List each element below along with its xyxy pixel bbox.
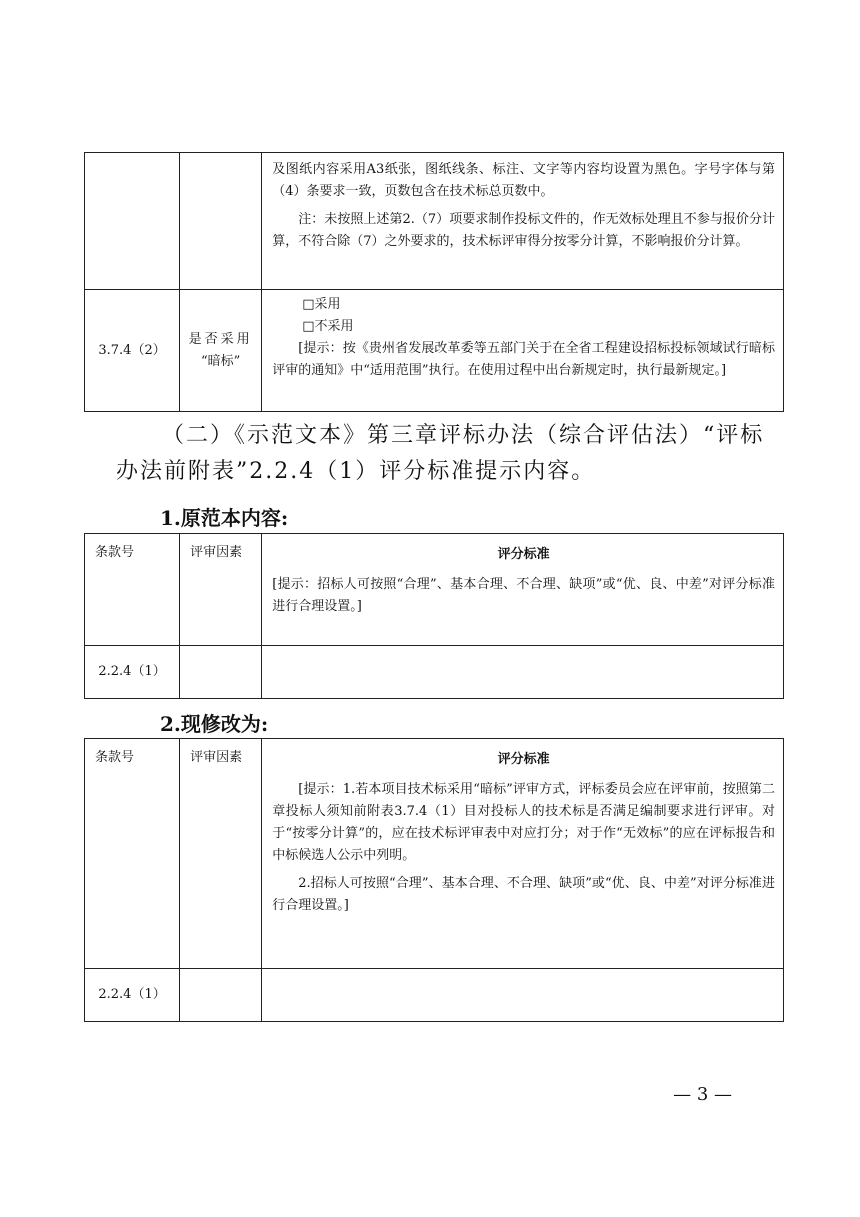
table-header-row <box>85 739 784 969</box>
clause-cell <box>85 290 180 412</box>
requirement-text: 及图纸内容采用A3纸张，图纸线条、标注、文字等内容均设置为黑色。字号字体与第（4）条要求一致，页数包含在技术标总页数中。 <box>272 162 775 199</box>
option-adopt: □采用 <box>302 297 341 312</box>
clause-header: 条款号 <box>85 739 180 969</box>
section-heading: （二）《示范文本》第三章评标办法（综合评估法）“评标办法前附表”2.2.4（1）评分标准提示内容。 <box>116 423 765 484</box>
hint-text: [提示：按《贵州省发展改革委等五部门关于在全省工程建设招标投标领域试行暗标评审的通知》中“适用范围”执行。在使用过程中出台新规定时，执行最新规定。] <box>272 341 775 378</box>
page-number: — 3 — <box>673 1084 732 1105</box>
standard-cell <box>262 969 784 1022</box>
hint-text-1: [提示：1.若本项目技术标采用“暗标”评审方式，评标委员会应在评审前，按照第二章投标人须知前附表3.7.4（1）目对投标人的技术标是否满足编制要求进行评审。对于“按零分计算”的，应在技术标评审表中对应打分；对于作“无效标”的应在评标报告和中标候选人公示中列明。 <box>272 782 775 863</box>
clause-header: 条款号 <box>85 534 180 646</box>
table-row <box>85 153 784 290</box>
table-row <box>85 646 784 699</box>
factor-line: 是否采用 <box>188 331 253 347</box>
standard-cell <box>262 153 784 290</box>
table-continuation <box>84 152 784 412</box>
subheading-original: 1.原范本内容: <box>160 506 289 530</box>
option-not-adopt: □不采用 <box>302 319 354 334</box>
standard-title: 评分标准 <box>497 752 550 767</box>
table-row <box>85 969 784 1022</box>
standard-title: 评分标准 <box>497 547 550 562</box>
hint-text: [提示：招标人可按照“合理”、基本合理、不合理、缺项”或“优、良、中差”对评分标准进行合理设置。] <box>272 577 775 614</box>
standard-header <box>262 739 784 969</box>
factor-cell <box>180 290 262 412</box>
subheading-revised: 2.现修改为: <box>160 712 269 736</box>
table-row <box>85 290 784 412</box>
factor-header: 评审因素 <box>180 739 262 969</box>
standard-cell <box>262 646 784 699</box>
standard-cell <box>262 290 784 412</box>
table-header-row <box>85 534 784 646</box>
clause-cell <box>85 153 180 290</box>
clause-cell: 2.2.4（1） <box>85 969 180 1022</box>
standard-header <box>262 534 784 646</box>
note-text: 注：未按照上述第2.（7）项要求制作投标文件的，作无效标处理且不参与报价分计算，不符合除（7）之外要求的，技术标评审得分按零分计算，不影响报价分计算。 <box>272 212 775 249</box>
table-revised <box>84 738 784 1022</box>
factor-cell <box>180 646 262 699</box>
factor-cell <box>180 969 262 1022</box>
hint-text-2: 2.招标人可按照“合理”、基本合理、不合理、缺项”或“优、良、中差”对评分标准进行合理设置。] <box>272 876 775 913</box>
clause-number: 3.7.4（2） <box>98 342 166 358</box>
factor-header: 评审因素 <box>180 534 262 646</box>
factor-line: “暗标” <box>201 353 241 369</box>
clause-cell: 2.2.4（1） <box>85 646 180 699</box>
factor-cell <box>180 153 262 290</box>
table-original <box>84 533 784 699</box>
